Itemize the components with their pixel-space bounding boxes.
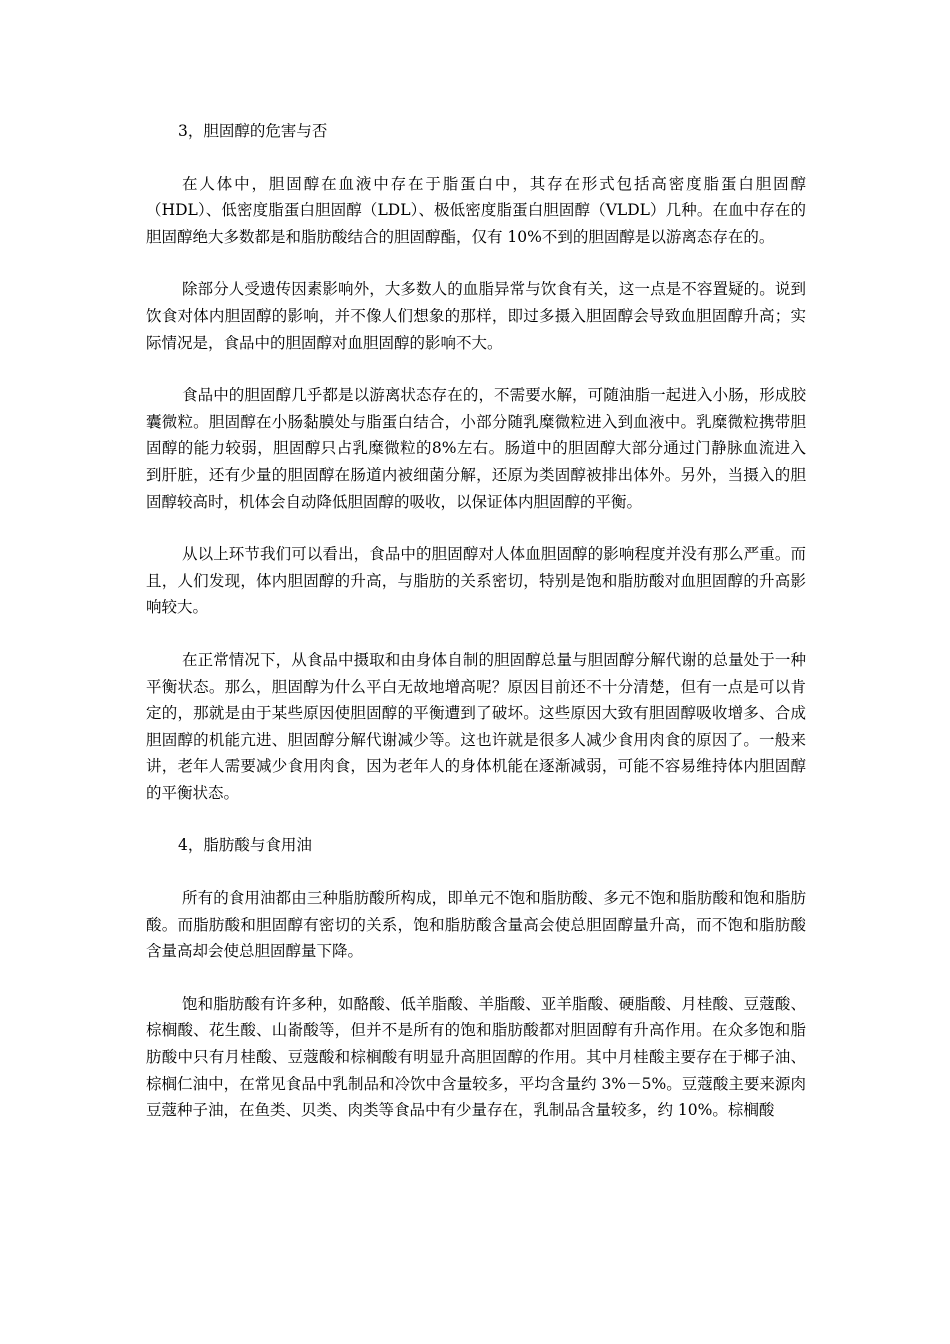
paragraph-cholesterol-balance: 在正常情况下，从食品中摄取和由身体自制的胆固醇总量与胆固醇分解代谢的总量处于一种平衡状态。那么，胆固醇为什么平白无故地增高呢？原因目前还不十分清楚，但有一点是可以肯定的，那就是由于某些原因使胆固醇的平衡遭到了破坏。这些原因大致有胆固醇吸收增多、合成胆固醇的机能亢进、胆固醇分解代谢减少等。这也许就是很多人减少食用肉食的原因了。一般来讲，老年人需要减少食用肉食，因为老年人的身体机能在逐渐减弱，可能不容易维持体内胆固醇的平衡状态。 (146, 650, 806, 802)
paragraph-saturated-fatty-acid-types: 饱和脂肪酸有许多种，如酪酸、低羊脂酸、羊脂酸、亚羊脂酸、硬脂酸、月桂酸、豆蔻酸、棕榈酸、花生酸、山嵛酸等，但并不是所有的饱和脂肪酸都对胆固醇有升高作用。在众多饱和脂肪酸中只有月桂酸、豆蔻酸和棕榈酸有明显升高胆固醇的作用。其中月桂酸主要存在于椰子油、棕榈仁油中，在常见食品中乳制品和冷饮中含量较多，平均含量约 3%－5%。豆蔻酸主要来源肉豆蔻种子油，在鱼类、贝类、肉类等食品中有少量存在，乳制品含量较多，约 10%。棕榈酸 (146, 994, 806, 1120)
paragraph-cholesterol-forms: 在人体中，胆固醇在血液中存在于脂蛋白中，其存在形式包括高密度脂蛋白胆固醇（HDL）、低密度脂蛋白胆固醇（LDL）、极低密度脂蛋白胆固醇（VLDL）几种。在血中存在的胆固醇绝大多数都是和脂肪酸结合的胆固醇酯，仅有 10%不到的胆固醇是以游离态存在的。 (146, 174, 806, 246)
document-body (146, 118, 806, 1124)
paragraph-three-fatty-acids: 所有的食用油都由三种脂肪酸所构成，即单元不饱和脂肪酸、多元不饱和脂肪酸和饱和脂肪酸。而脂肪酸和胆固醇有密切的关系，饱和脂肪酸含量高会使总胆固醇量升高，而不饱和脂肪酸含量高却会使总胆固醇量下降。 (146, 889, 806, 961)
paragraph-diet-influence: 除部分人受遗传因素影响外，大多数人的血脂异常与饮食有关，这一点是不容置疑的。说到饮食对体内胆固醇的影响，并不像人们想象的那样，即过多摄入胆固醇会导致血胆固醇升高；实际情况是，食品中的胆固醇对血胆固醇的影响不大。 (146, 280, 806, 352)
paragraph-conclusion-saturated-fat: 从以上环节我们可以看出，食品中的胆固醇对人体血胆固醇的影响程度并没有那么严重。而且，人们发现，体内胆固醇的升高，与脂肪的关系密切，特别是饱和脂肪酸对血胆固醇的升高影响较大。 (146, 545, 806, 617)
paragraph-food-cholesterol-absorption: 食品中的胆固醇几乎都是以游离状态存在的，不需要水解，可随油脂一起进入小肠，形成胶囊微粒。胆固醇在小肠黏膜处与脂蛋白结合，小部分随乳糜微粒进入到血液中。乳糜微粒携带胆固醇的能力较弱，胆固醇只占乳糜微粒的8%左右。肠道中的胆固醇大部分通过门静脉血流进入到肝脏，还有少量的胆固醇在肠道内被细菌分解，还原为类固醇被排出体外。另外，当摄入的胆固醇较高时，机体会自动降低胆固醇的吸收，以保证体内胆固醇的平衡。 (146, 386, 806, 511)
section-heading-fatty-acids-oil: 4，脂肪酸与食用油 (178, 836, 312, 855)
section-heading-cholesterol-harm: 3，胆固醇的危害与否 (178, 122, 328, 140)
